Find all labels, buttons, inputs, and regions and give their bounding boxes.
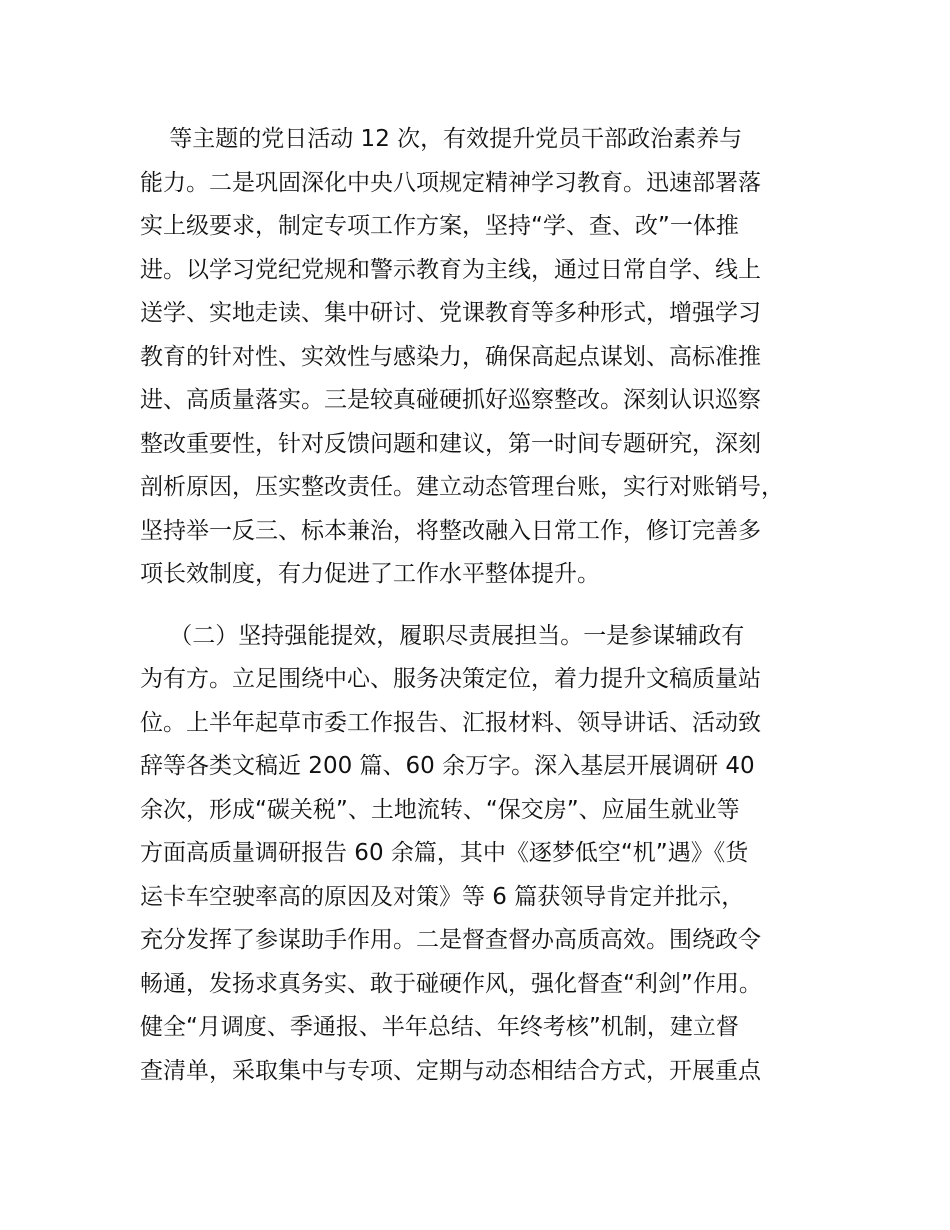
text-line: 坚持举一反三、标本兼治，将整改融入日常工作，修订完善多 [140, 517, 761, 544]
text-line: 运卡车空驶率高的原因及对策》等 6 篇获领导肯定并批示， [140, 883, 745, 910]
text-line: 辞等各类文稿近 200 篇、60 余万字。深入基层开展调研 40 [140, 753, 755, 779]
text-line: 方面高质量调研报告 60 余篇，其中《逐梦低空“机”遇》《货 [140, 840, 749, 866]
text-line: 能力。二是巩固深化中央八项规定精神学习教育。迅速部署落 [140, 169, 761, 196]
text-line: 充分发挥了参谋助手作用。二是督查督办高质高效。围绕政令 [140, 927, 761, 953]
text-line: 余次，形成“碳关税”、土地流转、“保交房”、应届生就业等 [140, 796, 740, 823]
text-line: （二）坚持强能提效，履职尽责展担当。一是参谋辅政有 [140, 622, 745, 649]
text-line: 查清单，采取集中与专项、定期与动态相结合方式，开展重点 [140, 1057, 761, 1084]
paragraph [140, 615, 840, 1094]
text-line: 进、高质量落实。三是较真碰硬抓好巡察整改。深刻认识巡察 [140, 387, 761, 413]
text-line: 位。上半年起草市委工作报告、汇报材料、领导讲话、活动致 [140, 709, 761, 736]
text-line: 教育的针对性、实效性与感染力，确保高起点谋划、高标准推 [140, 343, 761, 370]
document-body [140, 118, 840, 1093]
text-line: 整改重要性，针对反馈问题和建议，第一时间专题研究，深刻 [140, 430, 761, 457]
text-line: 畅通，发扬求真务实、敢于碰硬作风，强化督查“利剑”作用。 [140, 970, 762, 997]
text-line: 为有方。立足围绕中心、服务决策定位，着力提升文稿质量站 [140, 666, 761, 692]
text-line: 剖析原因，压实整改责任。建立动态管理台账，实行对账销号， [140, 474, 784, 500]
text-line: 进。以学习党纪党规和警示教育为主线，通过日常自学、线上 [140, 256, 761, 283]
text-line: 送学、实地走读、集中研讨、党课教育等多种形式，增强学习 [140, 300, 761, 326]
text-line: 项长效制度，有力促进了工作水平整体提升。 [140, 561, 600, 587]
paragraph-spacing [140, 597, 840, 615]
paragraph [140, 118, 840, 597]
text-line: 等主题的党日活动 12 次，有效提升党员干部政治素养与 [140, 126, 743, 152]
text-line: 健全“月调度、季通报、半年总结、年终考核”机制，建立督 [140, 1014, 739, 1040]
text-line: 实上级要求，制定专项工作方案，坚持“学、查、改”一体推 [140, 213, 739, 239]
